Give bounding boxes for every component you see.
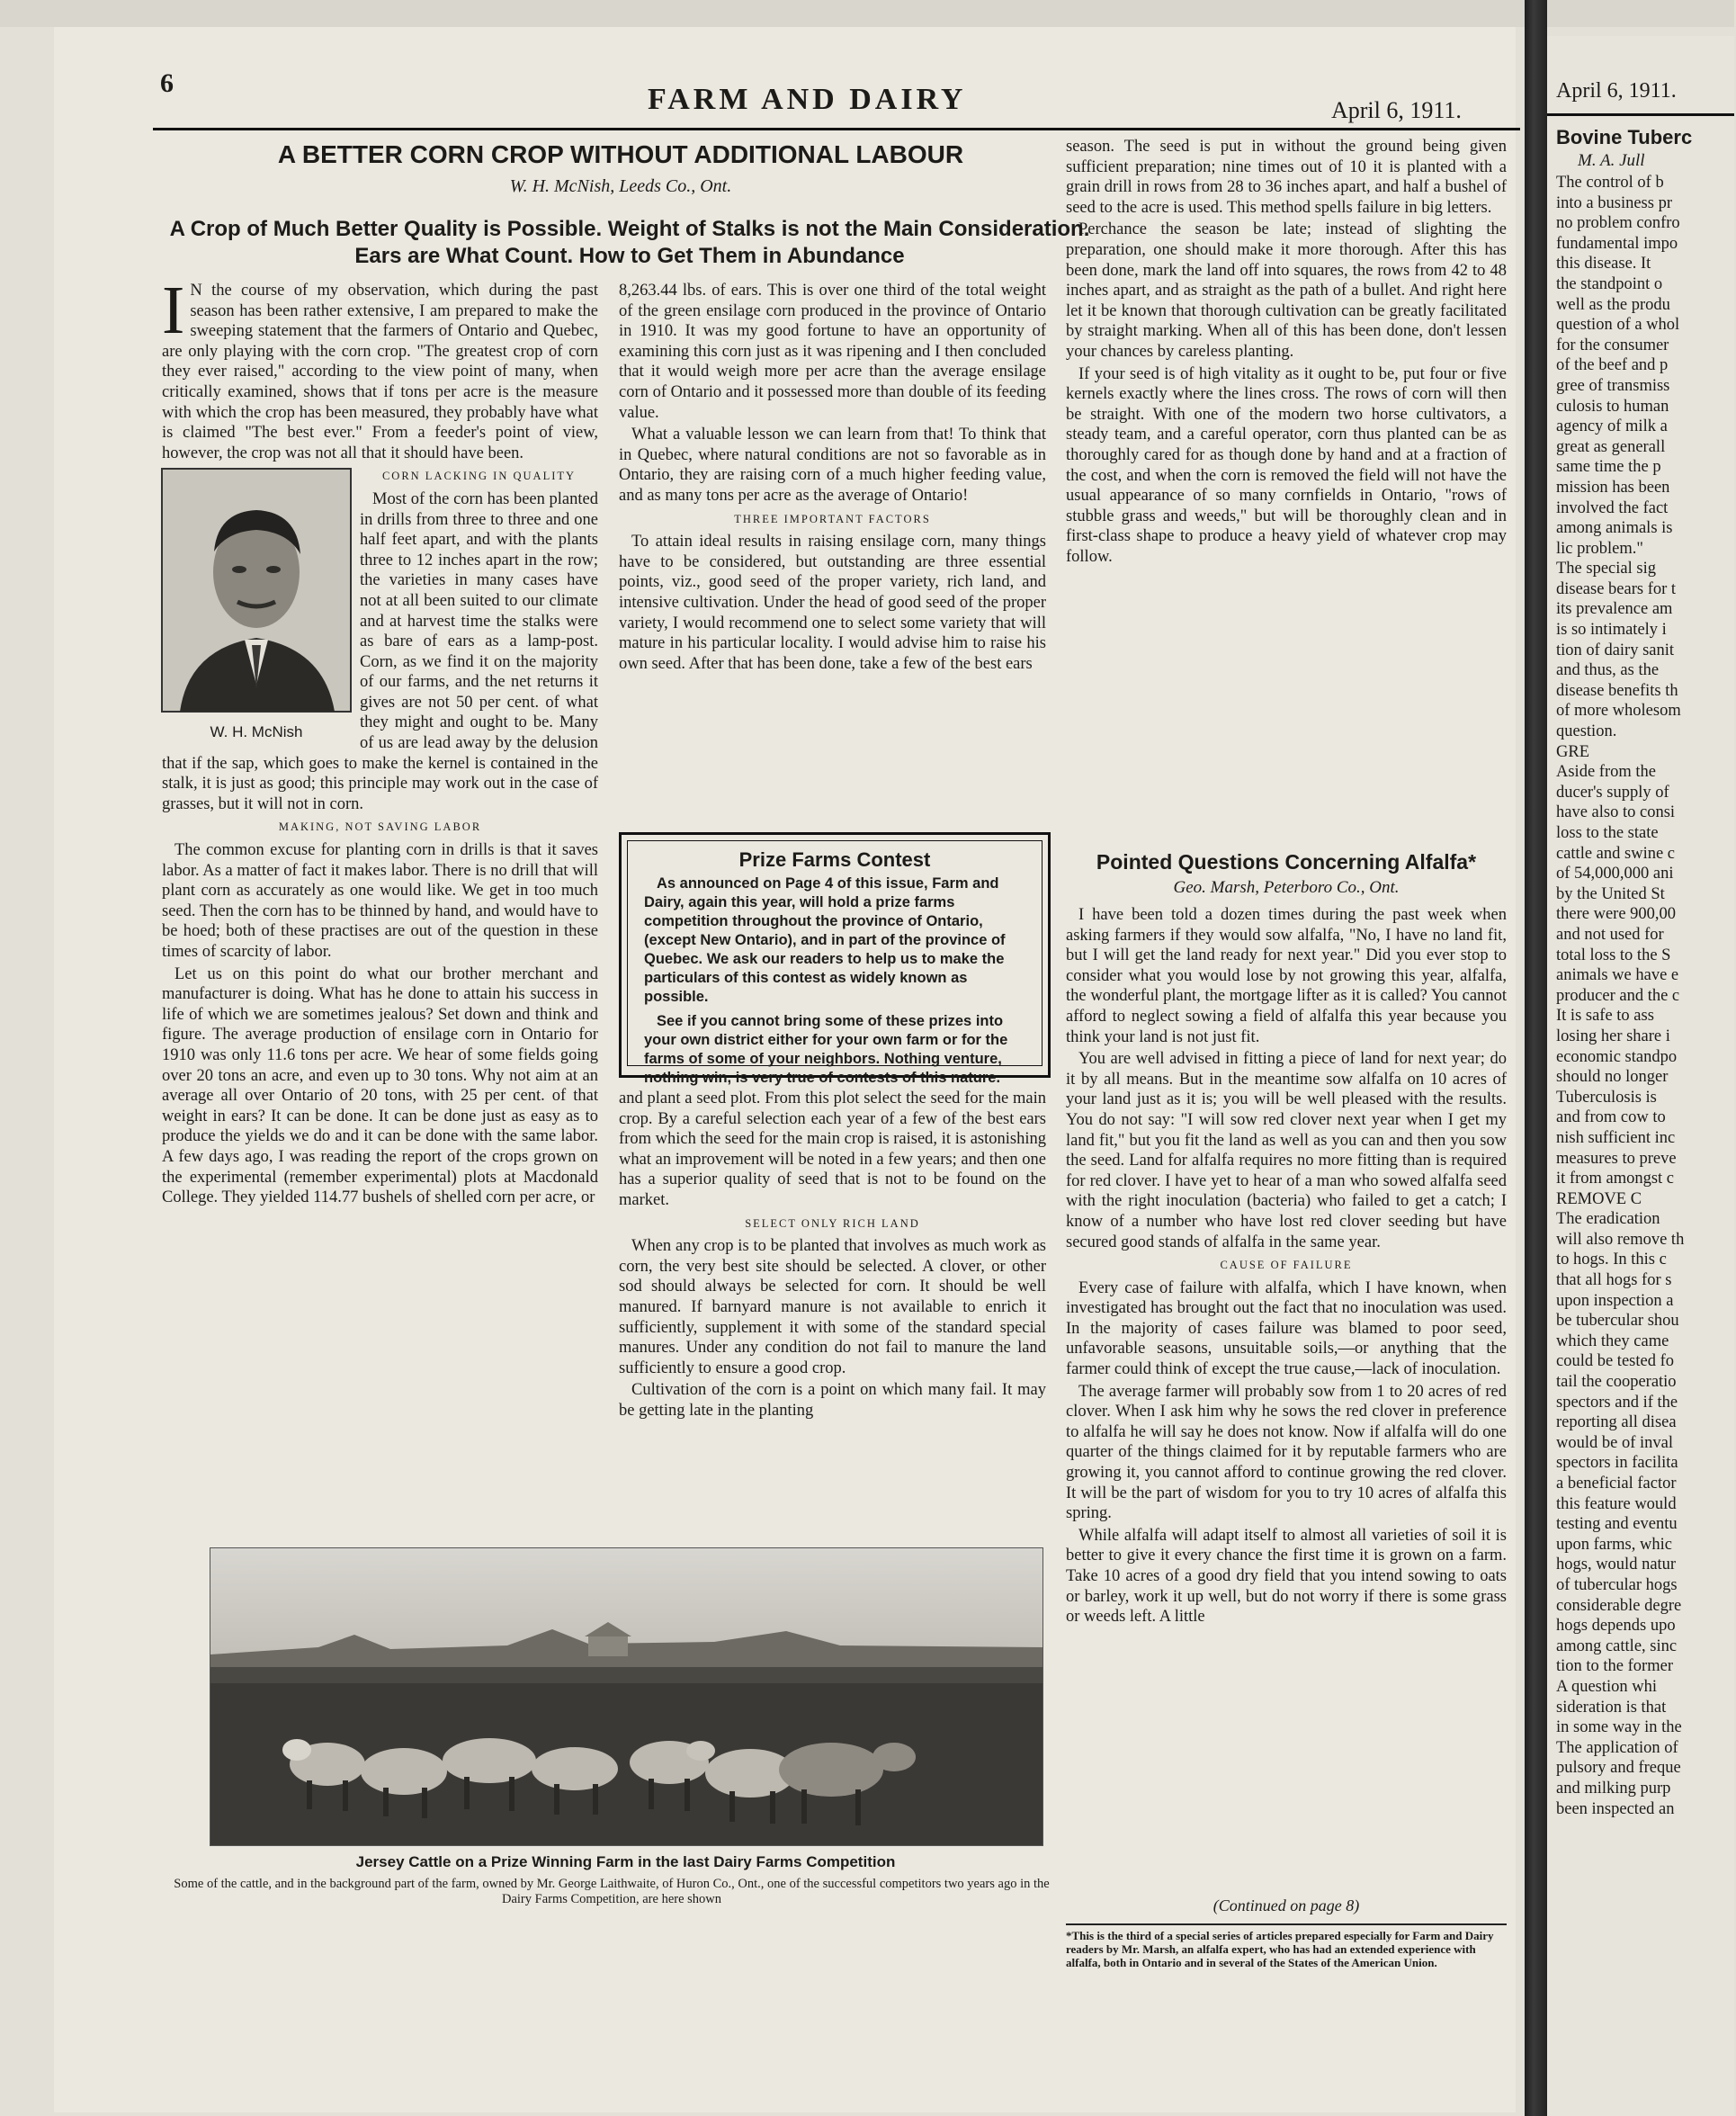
adjacent-text-line: there were 900,00	[1556, 905, 1677, 924]
adjacent-page-date: April 6, 1911.	[1556, 79, 1677, 103]
article1-column-2-top	[619, 281, 1046, 874]
dropcap: I	[162, 273, 185, 348]
adjacent-text-line: It is safe to ass	[1556, 1007, 1654, 1026]
adjacent-text-line: cattle and swine c	[1556, 844, 1676, 863]
adjacent-text-line: would be of inval	[1556, 1433, 1673, 1452]
adjacent-text-line: animals we have e	[1556, 966, 1679, 985]
jersey-cattle-photo	[210, 1547, 1043, 1846]
adjacent-text-line: the standpoint o	[1556, 274, 1663, 293]
adjacent-text-line: upon inspection a	[1556, 1291, 1674, 1310]
paragraph: While alfalfa will adapt itself to almost all varieties of soil it is better to give it every chance the first time it is grown on a farm. Take 10 acres of a good dry field that you intend sowing to oats or barley, work it up well, but do not worry if there is some grass or weeds left. A little	[1066, 1526, 1507, 1627]
adjacent-text-line: Tuberculosis is	[1556, 1088, 1657, 1107]
adjacent-text-line: measures to preve	[1556, 1149, 1677, 1168]
paragraph: I have been told a dozen times during the past week when asking farmers if they would sow alfalfa, "No, I have no land fit, but I will get the land ready for next year." Did you ever stop to consider what you would lose by not growing this year, alfalfa, the wonderful plant, the mortgage lifter as it is called? You cannot afford to neglect sowing a field of alfalfa this year because you think your land is not just fit.	[1066, 906, 1507, 1046]
adjacent-text-line: disease benefits th	[1556, 681, 1678, 700]
adjacent-text-line: should no longer	[1556, 1068, 1669, 1087]
paragraph: If your seed is of high vitality as it ought to be, put four or five kernels exactly where the lines cross. The rows of corn will then be straight. With one of the modern two horse cultivators, a steady team, and a careful operator, corn thus planted can be as thoroughly cared for as though done by hand and at a fraction of the cost, and when the corn is removed the field will not have the usual appearance of so many cornfields in Ontario, "rows of stubble grass and weeds," but will be thoroughly clean and in first-class shape to produce a heavy yield of whatever crop may follow.	[1066, 364, 1507, 566]
alfalfa-body	[1066, 905, 1507, 1890]
adjacent-header-rule	[1547, 113, 1734, 116]
contest-paragraph: As announced on Page 4 of this issue, Farm and Dairy, again this year, will hold a prize farms competition throughout the province of Ontario, (except New Ontario), and in part of the province of Quebec. We ask our readers to help us to make the particulars of this contest as widely known as possible.	[644, 875, 1006, 1005]
paragraph: The common excuse for planting corn in drills is that it saves labor. As a matter of fact it makes labor. There is no drill that will plant corn as accurately as one would like. We get in too much seed. Then the corn has to be thinned by hand, and would have to be hoed; both of these practises are out of the question in these times of scarcity of labor.	[162, 841, 598, 961]
adjacent-text-line: economic standpo	[1556, 1047, 1678, 1066]
scan-top-edge	[0, 0, 1734, 27]
adjacent-text-line: considerable degre	[1556, 1596, 1682, 1615]
masthead: FARM AND DAIRY	[648, 83, 967, 116]
alfalfa-title: Pointed Questions Concerning Alfalfa*	[1096, 850, 1477, 874]
paragraph: Most of the corn has been planted in drills from three to three and one half feet apart, and with the plants three to 12 inches apart in the row; the varieties in many cases have not at all been suited to our climate and at harvest time the stalks were as bare of ears as a lamp-post. Corn, as we find it on the majority of our farms, and the net returns it gives are not 50 per cent. of what they might and ought to be. Many of us are lead away by the delusion that if the sap, which goes to make the kernel is contained in the stalk, it is just as good; this principle may work out in the case of grasses, but it will not in corn.	[162, 489, 598, 813]
photo-description: Some of the cattle, and in the background part of the farm, owned by Mr. George Laithwaite, of Huron Co., Ont., one of the successful competitors two years ago in the Dairy Farms Competition, are here shown	[174, 1877, 1050, 1906]
adjacent-text-line: of more wholesom	[1556, 702, 1681, 721]
adjacent-text-line: it from amongst c	[1556, 1170, 1675, 1188]
adjacent-text-line: have also to consi	[1556, 803, 1676, 822]
adjacent-text-line: and thus, as the	[1556, 661, 1660, 680]
header-rule	[153, 128, 1520, 130]
adjacent-text-line: involved the fact	[1556, 498, 1669, 517]
adjacent-text-line: and from cow to	[1556, 1108, 1666, 1127]
prize-farms-contest-box	[619, 832, 1051, 1086]
adjacent-text-line: Aside from the	[1556, 763, 1656, 782]
adjacent-text-line: among animals is	[1556, 519, 1673, 538]
adjacent-text-line: GRE	[1556, 742, 1589, 761]
adjacent-text-line: nish sufficient inc	[1556, 1128, 1676, 1147]
paragraph: Perchance the season be late; instead of slighting the preparation, one should make it more thorough. After this has been done, mark the land off into squares, the rows from 42 to 48 inches apart, and as straight as the path of a bullet. And right here let it be known that thorough cultivation can be greatly facilitated by straight marking. When all of this has been done, don't lessen your chances by careless planting.	[1066, 220, 1507, 361]
subhead-cause-failure: CAUSE OF FAILURE	[1220, 1259, 1353, 1272]
paragraph: Let us on this point do what our brother merchant and manufacturer is doing. What has he done to attain his success in life of which we are sometimes jealous? Set down and think and figure. The average production of ensilage corn in Ontario for 1910 was only 11.6 tons per acre. We hear of some fields going over 20 tons an acre, and even up to 30 tons. Why not aim at an average all over Ontario of 20 tons, with 25 per cent. of that weight in ears? It can be done. It can be done just as easy as to produce the yields we do and it can be done with the same labor. A few days ago, I was reading the report of the crops grown on the experimental (remember experimental) plots at Macdonald College. They yielded 114.77 bushels of shelled corn per acre, or	[162, 964, 598, 1207]
paragraph: What a valuable lesson we can learn from that! To think that in Quebec, where natural conditions are not so favorable as in Ontario, they are raising corn of a much higher feeding value, and as many tons per acre as the average of Ontario!	[619, 426, 1046, 505]
adjacent-text-line: agency of milk a	[1556, 417, 1668, 436]
adjacent-text-line: pulsory and freque	[1556, 1759, 1681, 1778]
adjacent-text-line: gree of transmiss	[1556, 376, 1670, 395]
adjacent-text-line: loss to the state	[1556, 824, 1659, 842]
adjacent-text-line: to hogs. In this c	[1556, 1251, 1667, 1269]
adjacent-text-line: fundamental impo	[1556, 234, 1678, 253]
adjacent-text-line: producer and the c	[1556, 986, 1680, 1005]
adjacent-text-line: this feature would	[1556, 1494, 1677, 1513]
adjacent-text-line: a beneficial factor	[1556, 1475, 1677, 1493]
adjacent-text-line: tail the cooperatio	[1556, 1373, 1677, 1392]
adjacent-text-line: mission has been	[1556, 478, 1670, 497]
adjacent-text-line: A question whi	[1556, 1677, 1658, 1696]
continued-notice: (Continued on page 8)	[1213, 1896, 1360, 1914]
adjacent-text-line: is so intimately i	[1556, 621, 1667, 640]
adjacent-text-line: that all hogs for s	[1556, 1271, 1672, 1290]
adjacent-text-line: culosis to human	[1556, 397, 1669, 416]
contest-title: Prize Farms Contest	[738, 848, 931, 871]
adjacent-text-line: total loss to the S	[1556, 946, 1671, 964]
page-number: 6	[160, 68, 174, 98]
adjacent-text-line: losing her share i	[1556, 1027, 1670, 1045]
portrait-caption: W. H. McNish	[210, 723, 303, 741]
cattle-field-image	[210, 1548, 1042, 1845]
subhead-three-factors: THREE IMPORTANT FACTORS	[734, 512, 931, 525]
paragraph: When any crop is to be planted that involves as much work as corn, the very best site should be selected. A clover, or other sod should always be selected for corn. It should be well manured. If barnyard manure is not available to enrich it sufficiently, supplement it with some of the standard special manures. Under any condition do not fail to manure the land sufficiently to ensure a good crop.	[619, 1237, 1046, 1377]
alfalfa-byline: Geo. Marsh, Peterboro Co., Ont.	[1173, 878, 1400, 897]
adjacent-text-line: tion to the former	[1556, 1657, 1673, 1676]
adjacent-text-line: sideration is that	[1556, 1698, 1667, 1717]
adjacent-text-line: hogs depends upo	[1556, 1617, 1676, 1636]
contest-paragraph: See if you cannot bring some of these prizes into your own district either for your own farm or for the farms of some of your neighbors. Nothing venture, nothing win, is very true of contests of this nature.	[644, 1013, 1008, 1086]
adjacent-text-line: will also remove th	[1556, 1230, 1685, 1249]
adjacent-text-line: great as generall	[1556, 437, 1666, 456]
paragraph: 8,263.44 lbs. of ears. This is over one third of the total weight of the green ensilage corn produced in the province of Ontario in 1910. It was my good fortune to have an opportunity of examining this corn just as it was ripening and I then concluded that it would weigh more per acre than the average ensilage corn of Ontario and it possessed more than double of its feeding value.	[619, 282, 1046, 422]
adjacent-text-line: hogs, would natur	[1556, 1556, 1677, 1574]
paragraph: You are well advised in fitting a piece of land for next year; do it by all means. But in the meantime sow alfalfa on 10 acres of your land just as it is; you will be well pleased with the results. You do not say: "I will sow red clover next year when I get my land fit," but you fit the land as well as you can and then you sow the seed. Land for alfalfa requires no more fitting than is required for red clover. I have yet to hear of a man who sowed alfalfa seed with the right inoculation (bacteria) who failed to get a catch; I know of a number who have lost red clover seeding but have secured good stands of alfalfa in the same year.	[1066, 1050, 1507, 1251]
adjacent-text-line: be tubercular shou	[1556, 1312, 1679, 1331]
subhead-rich-land: SELECT ONLY RICH LAND	[745, 1216, 920, 1230]
newspaper-page	[54, 27, 1516, 2112]
contest-box-inner	[627, 840, 1042, 1086]
adjacent-text-line: The application of	[1556, 1738, 1678, 1757]
paragraph: Every case of failure with alfalfa, which I have known, when investigated has brought out the fact that no inoculation was used. In the majority of cases failure was blamed to poor seed, unfavorable seasons, unsuitable soils,—or anything that the farmer could think of except the true cause,—lack of inoculation.	[1066, 1278, 1507, 1379]
adjacent-text-line: in some way in the	[1556, 1718, 1682, 1737]
adjacent-text-line: The control of b	[1556, 174, 1664, 192]
adjacent-text-line: upon farms, whic	[1556, 1535, 1672, 1554]
adjacent-text-line: its prevalence am	[1556, 600, 1673, 619]
adjacent-text-line: for the consumer	[1556, 336, 1669, 354]
adjacent-text-line: and not used for	[1556, 925, 1664, 944]
adjacent-text-line: The eradication	[1556, 1210, 1660, 1229]
footnote-rule	[1066, 1923, 1507, 1925]
adjacent-page	[1547, 36, 1734, 2116]
paragraph: To attain ideal results in raising ensilage corn, many things have to be considered, but outstanding are three essential points, viz., good seed of the proper variety, rich land, and intensive cultivation. Under the head of good seed of the proper variety, I would recommend one to select some variety that will mature in his particular locality. I would advise him to raise his own seed. After that has been done, take a few of the best ears	[619, 533, 1046, 673]
adjacent-article-byline: M. A. Jull	[1578, 151, 1645, 170]
adjacent-text-line: by the United St	[1556, 884, 1665, 903]
adjacent-text-line: testing and eventu	[1556, 1515, 1678, 1534]
adjacent-text-line: disease bears for t	[1556, 579, 1677, 598]
adjacent-text-line: which they came	[1556, 1331, 1669, 1350]
article1-column-1	[162, 273, 598, 1540]
paragraph: The average farmer will probably sow from 1 to 20 acres of red clover. When I ask him why he sows the red clover in preference to alfalfa he will say he does not know. Now if alfalfa will do one quarter of the things claimed for it by reputable farmers who are growing it, you cannot afford to continue growing the red clover. It will be the part of wisdom for you to try 10 acres of alfalfa this spring.	[1066, 1382, 1507, 1523]
adjacent-text-line: spectors and if the	[1556, 1393, 1678, 1412]
paragraph: season. The seed is put in without the ground being given sufficient preparation; nine times out of 10 it is planted with a grain drill in rows from 28 to 36 inches apart, and half a bushel of seed to the acre is used. This method spells failure in big letters.	[1066, 138, 1507, 217]
adjacent-text-line: well as the produ	[1556, 295, 1670, 314]
paragraph: Cultivation of the corn is a point on which many fail. It may be getting late in the planting	[619, 1381, 1046, 1420]
article-title: A BETTER CORN CROP WITHOUT ADDITIONAL LABOUR	[277, 140, 964, 168]
article1-column-3	[1066, 137, 1507, 829]
article-byline: W. H. McNish, Leeds Co., Ont.	[509, 176, 732, 196]
adjacent-text-line: could be tested fo	[1556, 1352, 1674, 1371]
author-portrait	[162, 469, 351, 748]
paragraph: and plant a seed plot. From this plot select the seed for the main crop. By a careful selection each year of a few of the best ears from which the seed for the main crop is raised, it is astonishing what an improvement will be noted in a few years; and then one has a superior quality of seed that is not to be found on the market.	[619, 1089, 1046, 1209]
adjacent-article-title: Bovine Tuberc	[1556, 126, 1693, 148]
adjacent-text-line: among cattle, sinc	[1556, 1636, 1678, 1655]
adjacent-text-line: this disease. It	[1556, 255, 1651, 273]
adjacent-text-line: The special sig	[1556, 560, 1656, 578]
adjacent-text-line: same time the p	[1556, 458, 1661, 477]
adjacent-text-line: and milking purp	[1556, 1779, 1671, 1798]
photo-caption: Jersey Cattle on a Prize Winning Farm in the last Dairy Farms Competition	[355, 1853, 896, 1870]
adjacent-article-text	[1556, 173, 1736, 1819]
footnote: *This is the third of a special series of articles prepared especially for Farm and Dairy readers by Mr. Marsh, an alfalfa expert, who has had an extended experience with alfalfa, both in Ontario and in several of the States of the American Union.	[1066, 1929, 1494, 1969]
subhead-corn-lacking: CORN LACKING IN QUALITY	[381, 470, 577, 483]
header-date: April 6, 1911.	[1331, 97, 1462, 123]
article-subtitle-1: A Crop of Much Better Quality is Possible. Weight of Stalks is not the Main Consideration.	[169, 217, 1090, 241]
adjacent-text-line: reporting all disea	[1556, 1413, 1677, 1432]
adjacent-text-line: been inspected an	[1556, 1799, 1675, 1818]
adjacent-text-line: question.	[1556, 722, 1617, 741]
adjacent-text-line: spectors in facilita	[1556, 1454, 1678, 1473]
adjacent-text-line: REMOVE C	[1556, 1189, 1642, 1208]
article-subtitle-2: Ears are What Count. How to Get Them in Abundance	[354, 244, 905, 268]
binding-gutter	[1525, 0, 1547, 2116]
adjacent-text-line: question of a whol	[1556, 316, 1680, 335]
adjacent-text-line: lic problem."	[1556, 539, 1643, 558]
subhead-making-labor: MAKING, NOT SAVING LABOR	[278, 820, 482, 834]
adjacent-text-line: into a business pr	[1556, 193, 1672, 212]
article1-column-2-bottom	[619, 1089, 1046, 1538]
article1-intro-text: N the course of my observation, which during the past season has been rather extensive, I am prepared to make the sweeping statement that the farmers of Ontario and Quebec, are only playing with the corn crop. "The greatest crop of corn they ever raised," according to the view point of many, when critically examined, shows that if tons per acre is the measure with which the crop has been measured, they probably have what is claimed "The best ever." From a feeder's point of view, however, the crop was not all that it should have been.	[162, 282, 598, 462]
adjacent-text-line: of tubercular hogs	[1556, 1575, 1678, 1594]
adjacent-text-line: of 54,000,000 ani	[1556, 865, 1674, 883]
author-photo-image	[162, 469, 351, 712]
adjacent-text-line: tion of dairy sanit	[1556, 641, 1675, 659]
adjacent-text-line: ducer's supply of	[1556, 783, 1669, 802]
adjacent-text-line: of the beef and p	[1556, 356, 1669, 375]
adjacent-text-line: no problem confro	[1556, 214, 1680, 233]
